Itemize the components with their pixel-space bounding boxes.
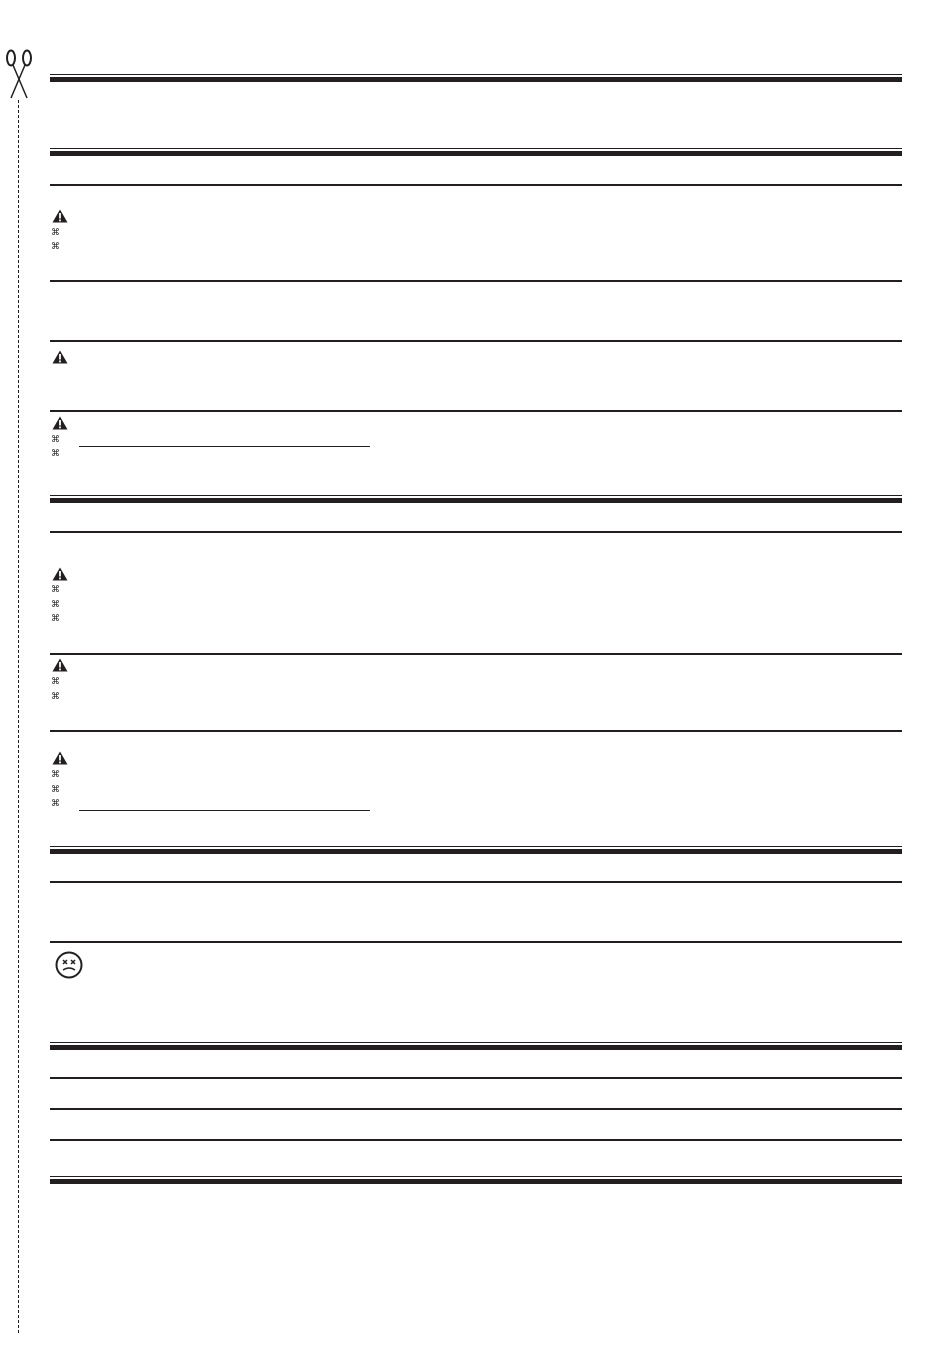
cut-line: [18, 100, 19, 1333]
cross-bullet-icon: ⌘: [51, 692, 60, 702]
cross-bullet-icon: ⌘: [51, 799, 60, 809]
cross-bullet-icon: ⌘: [51, 614, 60, 624]
warning-triangle-icon: [52, 209, 68, 223]
sharp-edge-circle-icon: [54, 950, 84, 980]
section-rule-bold: [50, 498, 902, 503]
warning-triangle-icon: [52, 567, 68, 581]
warning-triangle-icon: [52, 751, 68, 765]
row-divider: [50, 653, 902, 655]
row-divider: [50, 184, 902, 186]
section-rule: [50, 846, 902, 847]
row-divider: [50, 881, 902, 883]
cross-bullet-icon: ⌘: [51, 449, 60, 459]
cross-bullet-icon: ⌘: [51, 770, 60, 780]
section-rule: [50, 1042, 902, 1043]
row-divider: [50, 340, 902, 342]
cross-bullet-icon: ⌘: [51, 600, 60, 610]
section-rule: [50, 148, 902, 149]
warning-triangle-icon: [52, 416, 68, 430]
row-divider: [50, 410, 902, 412]
row-divider: [50, 730, 902, 732]
row-divider: [50, 280, 902, 282]
cross-bullet-icon: ⌘: [51, 435, 60, 445]
cross-bullet-icon: ⌘: [51, 585, 60, 595]
scissors-icon: [3, 48, 35, 100]
cross-bullet-icon: ⌘: [51, 785, 60, 795]
top-rule: [50, 74, 902, 75]
cross-bullet-icon: ⌘: [51, 677, 60, 687]
row-divider: [50, 1139, 902, 1141]
row-divider: [50, 1108, 902, 1110]
warning-triangle-icon: [52, 658, 68, 672]
row-divider: [50, 1077, 902, 1079]
row-divider: [50, 941, 902, 943]
row-divider: [50, 531, 902, 533]
underline: [79, 810, 370, 811]
section-rule-bold: [50, 1045, 902, 1050]
top-rule-bold: [50, 77, 902, 82]
cross-bullet-icon: ⌘: [51, 242, 60, 252]
section-rule-bold: [50, 151, 902, 156]
bottom-rule: [50, 1176, 902, 1177]
bottom-rule-bold: [50, 1179, 902, 1184]
warning-triangle-icon: [52, 350, 68, 364]
section-rule-bold: [50, 849, 902, 854]
underline: [79, 446, 370, 447]
section-rule: [50, 495, 902, 496]
cross-bullet-icon: ⌘: [51, 228, 60, 238]
